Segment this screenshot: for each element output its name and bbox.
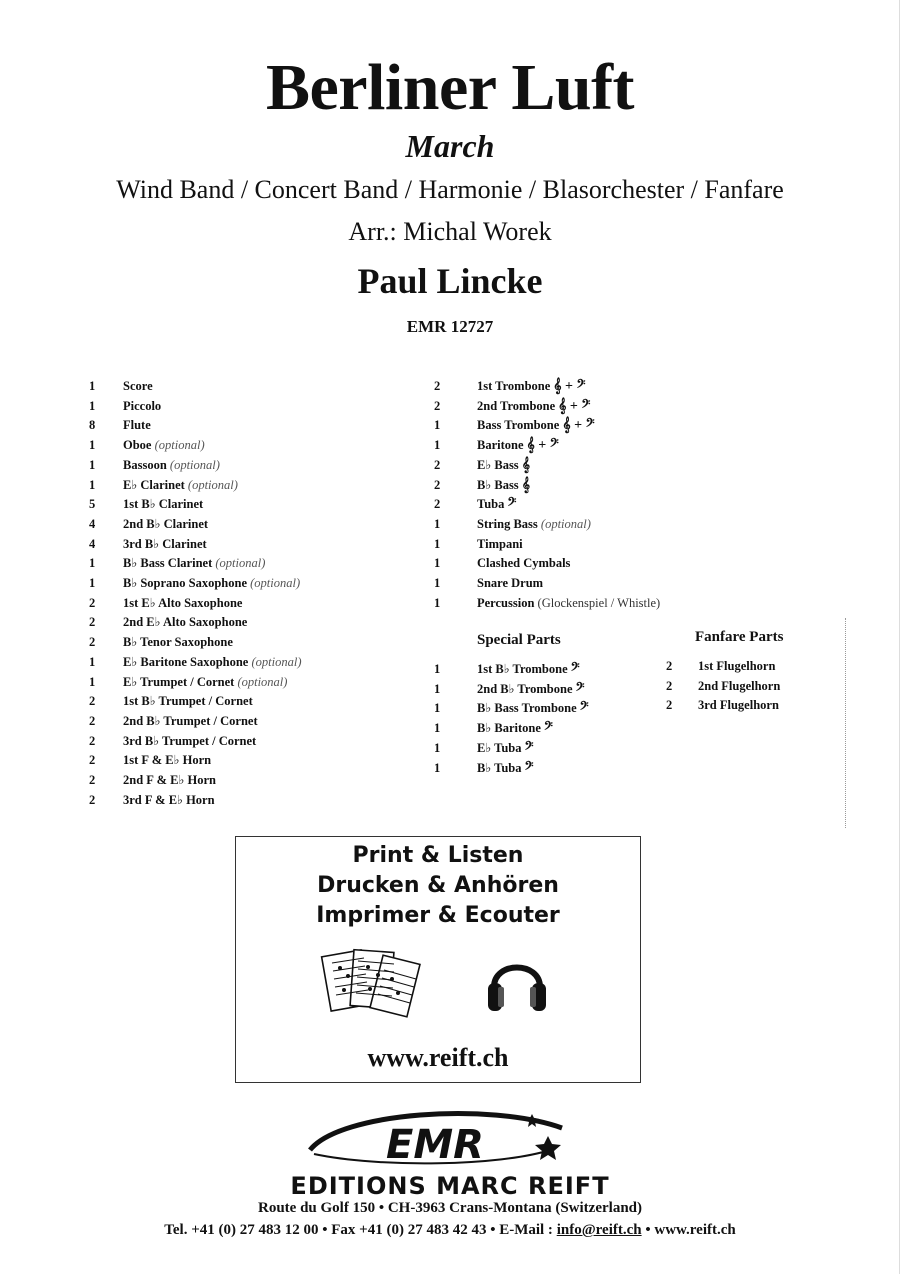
part-note: (optional): [212, 556, 266, 571]
part-name: 2nd B♭ Trumpet / Cornet: [123, 713, 258, 728]
part-note: (optional): [151, 438, 205, 453]
part-quantity: 2: [434, 398, 441, 413]
website-link[interactable]: • www.reift.ch: [641, 1222, 736, 1238]
part-name: Tuba 𝄢: [477, 497, 517, 513]
part-name: 2nd Flugelhorn: [698, 678, 781, 693]
part-quantity: 1: [434, 576, 441, 590]
part-name: Bass Trombone 𝄞 + 𝄢: [477, 418, 595, 434]
part-name: 1st B♭ Trumpet / Cornet: [123, 694, 253, 709]
part-name: Bassoon (optional): [123, 457, 220, 472]
emr-logo: [300, 1106, 570, 1174]
clef-icon: 𝄞: [521, 477, 530, 493]
part-name: B♭ Soprano Saxophone (optional): [123, 576, 301, 590]
contact-phone-fax: Tel. +41 (0) 27 483 12 00 • Fax +41 (0) 27 483 42 43 • E-Mail :: [164, 1222, 557, 1238]
publisher-contact: [0, 1220, 900, 1240]
part-quantity: 1: [89, 379, 96, 393]
promo-line-2: Drucken & Anhören: [317, 873, 559, 898]
promo-line-3: Imprimer & Ecouter: [316, 903, 560, 928]
part-name: 2nd E♭ Alto Saxophone: [123, 615, 248, 630]
part-name: B♭ Bass Trombone 𝄢: [477, 701, 589, 717]
part-name: B♭ Tuba 𝄢: [477, 760, 534, 776]
part-name: 2nd B♭ Trombone 𝄢: [477, 681, 585, 697]
clef-icon: 𝄞: [521, 457, 530, 473]
part-name: B♭ Bass Clarinet (optional): [123, 556, 266, 571]
part-quantity: 1: [434, 681, 441, 696]
clef-icon: 𝄢: [524, 740, 534, 756]
part-quantity: 1: [89, 457, 96, 472]
arranger-line: Arr.: Michal Worek: [348, 217, 552, 246]
part-note: (optional): [166, 457, 220, 472]
part-quantity: 1: [434, 721, 441, 736]
part-quantity: 1: [434, 595, 441, 610]
part-name: Timpani: [477, 536, 523, 551]
part-name: E♭ Baritone Saxophone (optional): [123, 654, 302, 669]
fanfare-parts-heading: Fanfare Parts: [695, 629, 784, 645]
part-name: Score: [123, 379, 153, 393]
part-quantity: 2: [434, 379, 441, 393]
part-name: 3rd F & E♭ Horn: [123, 792, 215, 807]
part-quantity: 2: [89, 615, 96, 630]
part-name: B♭ Baritone 𝄢: [477, 721, 553, 737]
headphones-icon: [486, 947, 548, 1017]
part-name: 2nd Trombone 𝄞 + 𝄢: [477, 398, 591, 414]
composer-name: Paul Lincke: [357, 261, 543, 301]
part-note: (optional): [247, 576, 301, 590]
divider: [845, 618, 846, 828]
part-name: E♭ Bass 𝄞: [477, 457, 530, 473]
part-quantity: 1: [434, 516, 441, 531]
promo-line-1: Print & Listen: [352, 843, 524, 868]
sheet-music-icon: [318, 945, 428, 1025]
clef-icon: 𝄢: [507, 497, 517, 513]
part-name: 1st B♭ Trombone 𝄢: [477, 662, 580, 677]
part-name: Percussion (Glockenspiel / Whistle): [477, 595, 661, 610]
part-quantity: 5: [89, 497, 96, 512]
clef-icon: 𝄢: [570, 662, 580, 677]
part-quantity: 1: [434, 662, 441, 676]
part-quantity: 1: [89, 438, 96, 453]
clef-icon: 𝄢: [579, 701, 589, 717]
part-name: Baritone 𝄞 + 𝄢: [477, 438, 559, 454]
publisher-address: Route du Golf 150 • CH-3963 Crans-Montana (Switzerland): [258, 1200, 642, 1216]
part-name: 3rd B♭ Trumpet / Cornet: [123, 733, 257, 748]
part-name: E♭ Clarinet (optional): [123, 477, 238, 492]
publisher-name: EDITIONS MARC REIFT: [290, 1172, 610, 1200]
part-name: 3rd B♭ Clarinet: [123, 536, 207, 551]
part-quantity: 1: [434, 438, 441, 453]
clef-icon: 𝄢: [524, 760, 534, 776]
part-quantity: 2: [89, 635, 96, 650]
special-parts-heading: Special Parts: [477, 632, 561, 648]
part-name: E♭ Tuba 𝄢: [477, 740, 534, 756]
part-quantity: 1: [89, 674, 96, 689]
part-quantity: 1: [434, 556, 441, 571]
part-name: Piccolo: [123, 398, 162, 413]
page-title: Berliner Luft: [265, 51, 635, 124]
part-quantity: 2: [89, 694, 96, 709]
part-note: (optional): [234, 674, 288, 689]
part-name: B♭ Bass 𝄞: [477, 477, 530, 493]
part-quantity: 1: [89, 398, 96, 413]
part-name: 2nd B♭ Clarinet: [123, 516, 209, 531]
part-quantity: 1: [89, 576, 96, 590]
part-name: Clashed Cymbals: [477, 556, 571, 571]
part-name: 1st Flugelhorn: [698, 659, 776, 673]
part-note: (optional): [184, 477, 238, 492]
part-note: (optional): [248, 654, 302, 669]
part-quantity: 2: [666, 659, 673, 673]
clef-icon: 𝄞 + 𝄢: [553, 379, 586, 394]
part-quantity: 1: [434, 418, 441, 433]
part-name: Snare Drum: [477, 576, 544, 590]
part-name: Oboe (optional): [123, 438, 205, 453]
part-name: 3rd Flugelhorn: [698, 698, 779, 713]
part-name: Flute: [123, 418, 151, 433]
part-quantity: 2: [89, 753, 96, 768]
part-quantity: 1: [434, 740, 441, 755]
part-quantity: 2: [89, 713, 96, 728]
part-quantity: 4: [89, 536, 96, 551]
logo-text: EMR: [386, 1122, 484, 1168]
part-name: E♭ Trumpet / Cornet (optional): [123, 674, 288, 689]
part-quantity: 2: [89, 733, 96, 748]
part-quantity: 2: [434, 457, 441, 472]
part-quantity: 1: [434, 701, 441, 716]
part-quantity: 4: [89, 516, 96, 531]
part-name: String Bass (optional): [477, 516, 591, 531]
clef-icon: 𝄞 + 𝄢: [558, 398, 591, 414]
clef-icon: 𝄞 + 𝄢: [526, 438, 559, 454]
part-name: 2nd F & E♭ Horn: [123, 773, 216, 787]
part-quantity: 2: [89, 792, 96, 807]
part-quantity: 2: [666, 698, 673, 713]
ensemble-line: Wind Band / Concert Band / Harmonie / Blasorchester / Fanfare: [116, 175, 784, 204]
part-name: 1st B♭ Clarinet: [123, 497, 204, 512]
part-note: (optional): [537, 516, 591, 531]
catalog-number: EMR 12727: [406, 317, 494, 336]
clef-icon: 𝄞 + 𝄢: [562, 418, 595, 434]
promo-url[interactable]: www.reift.ch: [367, 1043, 509, 1072]
part-quantity: 1: [89, 556, 96, 571]
clef-icon: 𝄢: [575, 681, 585, 697]
clef-icon: 𝄢: [543, 721, 553, 737]
part-quantity: 2: [434, 477, 441, 492]
part-quantity: 1: [89, 654, 96, 669]
part-quantity: 2: [666, 678, 673, 693]
email-link[interactable]: info@reift.ch: [556, 1222, 642, 1238]
subtitle: March: [405, 128, 495, 164]
part-quantity: 1: [434, 536, 441, 551]
part-name: B♭ Tenor Saxophone: [123, 635, 233, 650]
part-name: 1st E♭ Alto Saxophone: [123, 595, 243, 610]
part-quantity: 1: [434, 760, 441, 775]
part-quantity: 2: [89, 773, 96, 787]
print-listen-box: [235, 836, 641, 1083]
part-quantity: 2: [89, 595, 96, 610]
part-name: 1st Trombone 𝄞 + 𝄢: [477, 379, 586, 394]
part-quantity: 2: [434, 497, 441, 512]
part-quantity: 8: [89, 418, 96, 433]
part-quantity: 1: [89, 477, 96, 492]
part-name: 1st F & E♭ Horn: [123, 753, 212, 768]
part-note: (Glockenspiel / Whistle): [534, 595, 661, 610]
